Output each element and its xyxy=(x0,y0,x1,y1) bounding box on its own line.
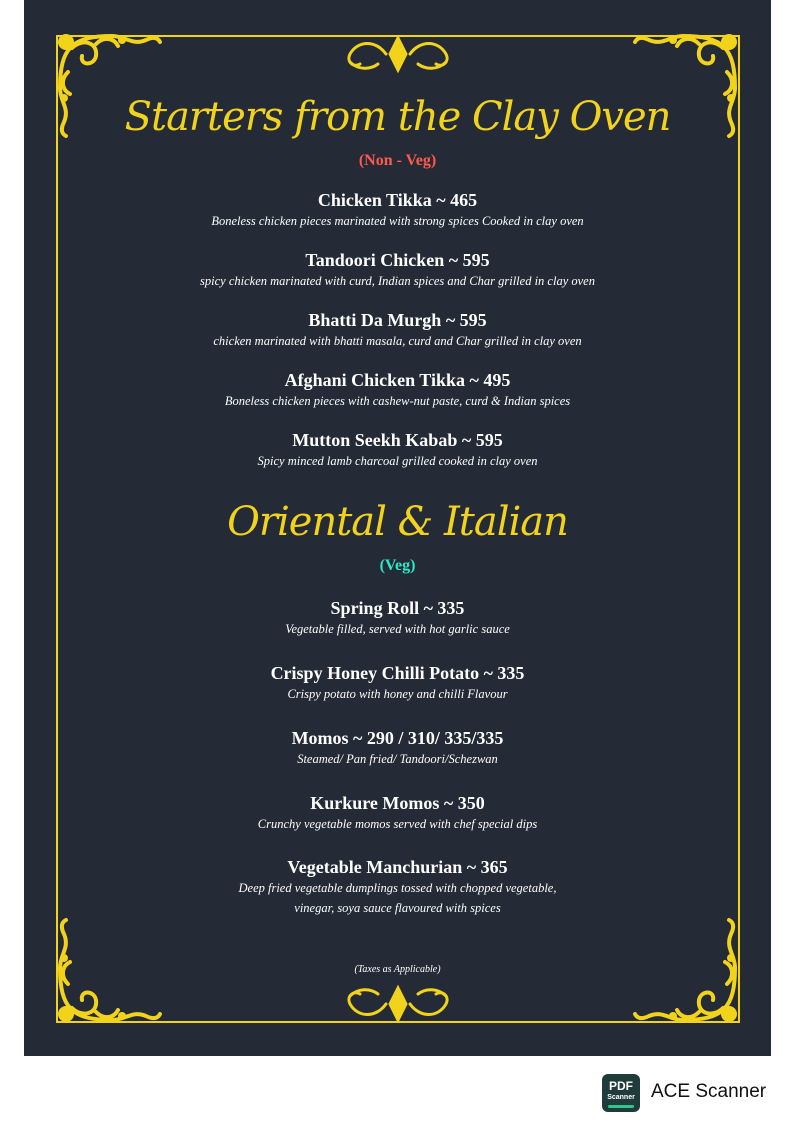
menu-item-name: Spring Roll ~ 335 xyxy=(330,598,465,618)
menu-item xyxy=(24,309,771,351)
logo-line1: PDF xyxy=(609,1079,633,1093)
menu-item xyxy=(24,189,771,231)
menu-item-name: Crispy Honey Chilli Potato ~ 335 xyxy=(270,663,525,683)
section-subtitle-nonveg: (Non - Veg) xyxy=(358,152,437,169)
menu-item xyxy=(24,856,771,918)
menu-item-description: spicy chicken marinated with curd, Indian spices and Char grilled in clay oven xyxy=(200,274,595,288)
menu-item xyxy=(24,369,771,411)
menu-item xyxy=(24,597,771,639)
menu-item-description: chicken marinated with bhatti masala, curd and Char grilled in clay oven xyxy=(213,334,582,348)
logo-accent-bar xyxy=(608,1105,634,1108)
menu-page xyxy=(24,0,771,1056)
menu-item-name: Chicken Tikka ~ 465 xyxy=(317,190,478,210)
menu-item-description: Deep fried vegetable dumplings tossed with chopped vegetable, xyxy=(238,881,557,895)
menu-item xyxy=(24,727,771,769)
menu-item-name: Afghani Chicken Tikka ~ 495 xyxy=(284,370,511,390)
menu-item-name: Mutton Seekh Kabab ~ 595 xyxy=(292,430,503,450)
logo-line2: Scanner xyxy=(607,1094,635,1101)
menu-item-name: Vegetable Manchurian ~ 365 xyxy=(287,857,508,877)
section-title-starters: Starters from the Clay Oven xyxy=(124,94,671,140)
menu-item xyxy=(24,792,771,834)
menu-item xyxy=(24,429,771,471)
menu-item-description: Vegetable filled, served with hot garlic sauce xyxy=(285,622,510,636)
section-subtitle-veg: (Veg) xyxy=(379,557,416,574)
menu-item-description: Steamed/ Pan fried/ Tandoori/Schezwan xyxy=(297,752,498,766)
pdf-scanner-logo xyxy=(602,1074,640,1112)
taxes-note: (Taxes as Applicable) xyxy=(354,964,441,975)
menu-item-name: Tandoori Chicken ~ 595 xyxy=(305,250,490,270)
ornament-crest-top xyxy=(338,34,458,74)
menu-item-name: Momos ~ 290 / 310/ 335/335 xyxy=(291,728,504,748)
menu-item xyxy=(24,662,771,704)
menu-item-description: Spicy minced lamb charcoal grilled cooked in clay oven xyxy=(257,454,538,468)
menu-item-description: Crunchy vegetable momos served with chef special dips xyxy=(257,817,538,831)
menu-item-description: Boneless chicken pieces with cashew-nut paste, curd & Indian spices xyxy=(224,394,571,408)
ornament-crest-bottom xyxy=(338,984,458,1024)
brand-watermark-text: ACE Scanner xyxy=(651,1081,767,1102)
menu-item-description: Crispy potato with honey and chilli Flavour xyxy=(287,687,508,701)
menu-item xyxy=(24,249,771,291)
menu-item-name: Kurkure Momos ~ 350 xyxy=(310,793,485,813)
menu-item-description: Boneless chicken pieces marinated with strong spices Cooked in clay oven xyxy=(211,214,584,228)
menu-item-description-line2: vinegar, soya sauce flavoured with spices xyxy=(294,901,501,915)
section-title-oriental-italian: Oriental & Italian xyxy=(227,499,568,545)
menu-item-name: Bhatti Da Murgh ~ 595 xyxy=(308,310,487,330)
